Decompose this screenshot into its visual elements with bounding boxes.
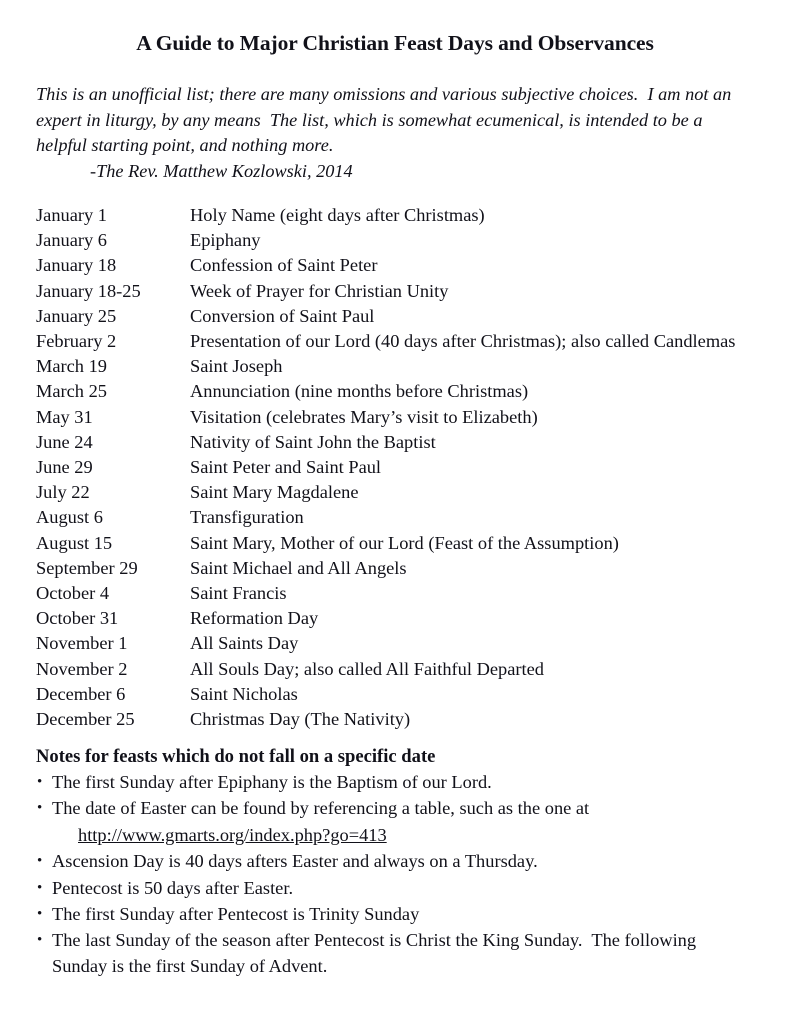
feast-name: Christmas Day (The Nativity): [190, 709, 411, 730]
bullet-icon: •: [37, 853, 43, 870]
feast-date: January 18: [36, 255, 117, 276]
easter-table-link[interactable]: http://www.gmarts.org/index.php?go=413: [78, 824, 387, 845]
table-row: [36, 279, 756, 304]
note-text: Ascension Day is 40 days afters Easter and always on a Thursday.: [52, 851, 538, 872]
feast-date: December 6: [36, 683, 126, 704]
feast-name: Saint Joseph: [190, 356, 283, 377]
table-row: [36, 556, 756, 581]
note-continuation: Sunday is the first Sunday of Advent.: [52, 955, 328, 976]
table-row: [36, 631, 756, 656]
table-row: [36, 707, 756, 732]
feast-name: Confession of Saint Peter: [190, 255, 378, 276]
feast-name: Visitation (celebrates Mary’s visit to Elizabeth): [190, 406, 538, 427]
table-row: [36, 329, 756, 354]
list-item: [36, 928, 756, 979]
feast-date: March 25: [36, 381, 107, 402]
bullet-icon: •: [37, 774, 43, 790]
feast-name: Saint Nicholas: [190, 683, 298, 704]
feast-date: June 29: [36, 457, 93, 478]
list-item: [36, 796, 756, 848]
table-row: [36, 531, 756, 556]
feast-name: Reformation Day: [190, 608, 319, 629]
feast-days-table: [36, 203, 756, 732]
table-row: [36, 430, 756, 455]
table-row: [36, 228, 756, 253]
table-row: [36, 304, 756, 329]
feast-date: August 15: [36, 532, 113, 553]
feast-date: August 6: [36, 507, 103, 528]
notes-section: [36, 745, 756, 979]
table-row: [36, 682, 756, 707]
feast-name: Week of Prayer for Christian Unity: [190, 280, 449, 301]
notes-heading: Notes for feasts which do not fall on a specific date: [36, 746, 436, 767]
feast-name: Annunciation (nine months before Christmas): [190, 381, 529, 402]
page-title: A Guide to Major Christian Feast Days and Observances: [136, 31, 654, 55]
note-text: The last Sunday of the season after Pentecost is Christ the King Sunday. The following: [52, 930, 697, 951]
feast-name: Presentation of our Lord (40 days after Christmas); also called Candlemas: [190, 331, 736, 352]
feast-date: October 4: [36, 583, 110, 604]
table-row: [36, 379, 756, 404]
feast-name: Saint Francis: [190, 583, 287, 604]
feast-name: Nativity of Saint John the Baptist: [190, 431, 436, 452]
table-row: [36, 354, 756, 379]
bullet-icon: •: [37, 879, 43, 896]
feast-name: All Saints Day: [190, 633, 299, 654]
feast-days-table-body: [36, 203, 756, 732]
bullet-icon: •: [37, 932, 43, 949]
table-row: [36, 581, 756, 606]
feast-date: October 31: [36, 608, 119, 629]
feast-date: February 2: [36, 331, 117, 352]
note-text: The date of Easter can be found by referencing a table, such as the one at: [52, 798, 590, 819]
table-row: [36, 455, 756, 480]
list-item: [36, 770, 756, 795]
feast-date: July 22: [36, 482, 90, 503]
feast-date: December 25: [36, 709, 135, 730]
list-item: [36, 902, 756, 927]
feast-date: June 24: [36, 431, 93, 452]
author-byline: -The Rev. Matthew Kozlowski, 2014: [90, 160, 353, 181]
feast-name: Saint Peter and Saint Paul: [190, 457, 382, 478]
table-row: [36, 505, 756, 530]
feast-name: All Souls Day; also called All Faithful Departed: [190, 658, 544, 679]
list-item: [36, 849, 756, 874]
feast-name: Saint Michael and All Angels: [190, 557, 407, 578]
bullet-icon: •: [37, 800, 43, 817]
feast-date: November 2: [36, 658, 128, 679]
feast-name: Saint Mary, Mother of our Lord (Feast of the Assumption): [190, 532, 619, 553]
table-row: [36, 203, 756, 228]
feast-date: March 19: [36, 356, 107, 377]
table-row: [36, 606, 756, 631]
feast-date: January 25: [36, 305, 117, 326]
feast-name: Transfiguration: [190, 507, 304, 528]
bullet-icon: •: [37, 906, 43, 923]
intro-paragraph: This is an unofficial list; there are many omissions and various subjective choices. I am not an expert in liturgy, by any means The list, which is somewhat ecumenical, is intended to be a helpful starting point, and nothing more.: [36, 84, 736, 156]
feast-date: January 1: [36, 205, 107, 225]
feast-name: Epiphany: [190, 230, 261, 251]
list-item: [36, 876, 756, 901]
feast-name: Holy Name (eight days after Christmas): [190, 205, 485, 225]
feast-date: May 31: [36, 406, 93, 427]
table-row: [36, 480, 756, 505]
table-row: [36, 657, 756, 682]
notes-list: [36, 770, 756, 979]
feast-date: January 18-25: [36, 280, 141, 301]
table-row: [36, 405, 756, 430]
feast-name: Conversion of Saint Paul: [190, 305, 375, 326]
note-text: Pentecost is 50 days after Easter.: [52, 877, 294, 898]
feast-name: Saint Mary Magdalene: [190, 482, 359, 503]
table-row: [36, 253, 756, 278]
feast-date: January 6: [36, 230, 107, 251]
note-text: The first Sunday after Epiphany is the Baptism of our Lord.: [52, 772, 492, 792]
feast-date: September 29: [36, 557, 138, 578]
note-text: The first Sunday after Pentecost is Trinity Sunday: [52, 904, 420, 925]
feast-date: November 1: [36, 633, 128, 654]
